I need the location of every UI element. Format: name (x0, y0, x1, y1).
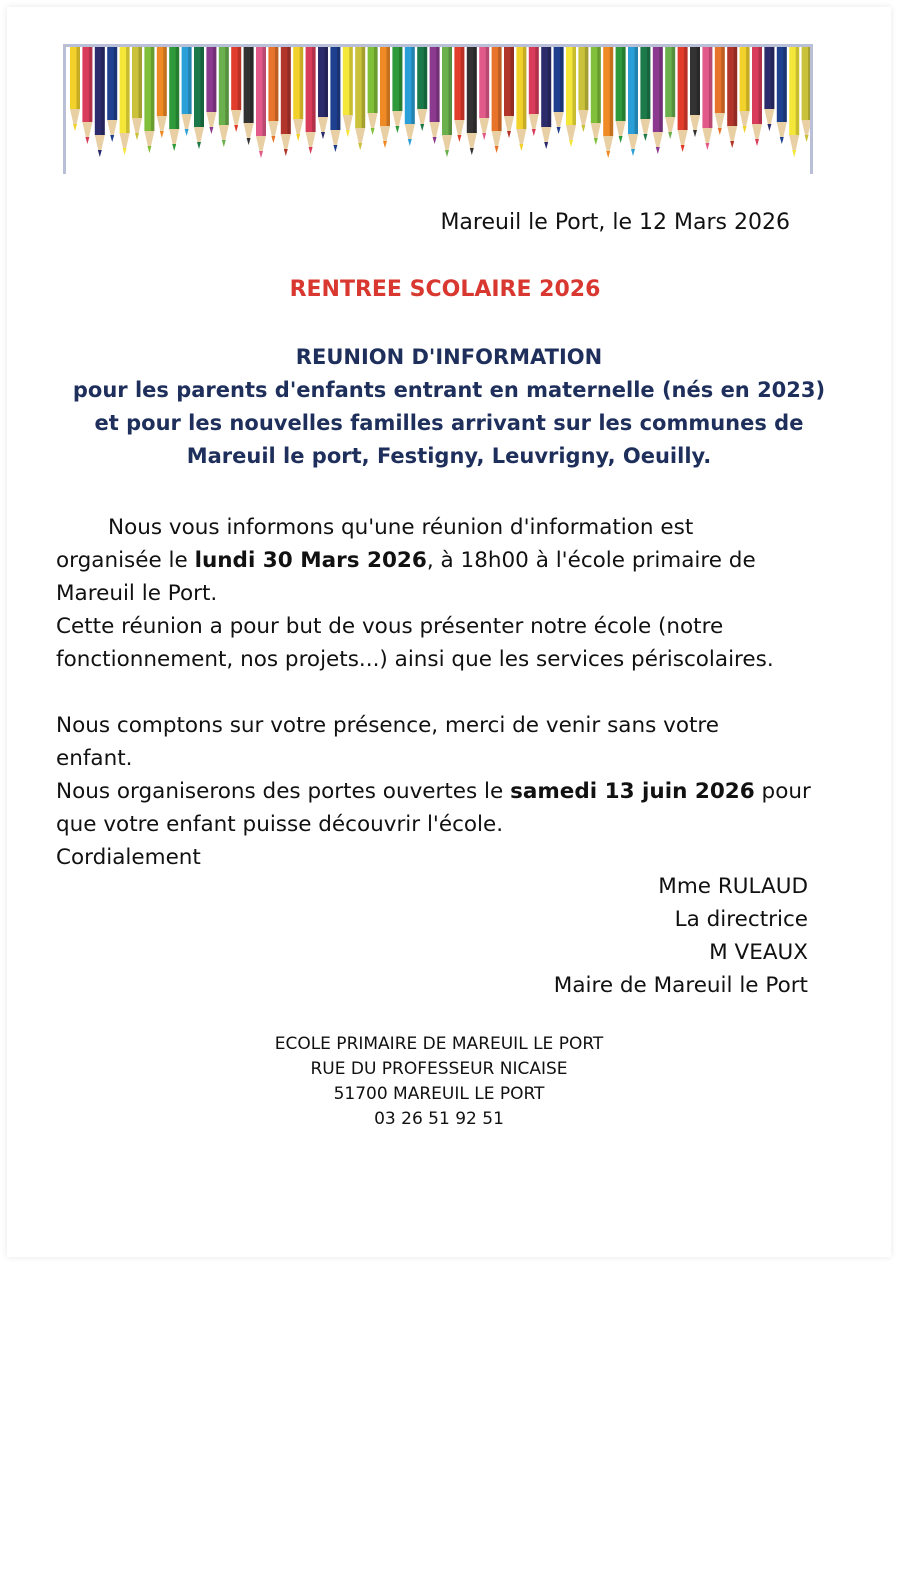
pencil-icon (392, 47, 402, 133)
meeting-date: lundi 30 Mars 2026 (194, 548, 427, 573)
address-line: 51700 MAREUIL LE PORT (333, 1084, 545, 1104)
pencil-icon (368, 47, 378, 135)
pencil-icon (715, 47, 725, 135)
pencil-icon (405, 47, 415, 146)
pencil-icon (628, 47, 638, 156)
pencil-icon (665, 47, 675, 139)
body-line (56, 775, 856, 808)
signature-line: La directrice (674, 907, 808, 932)
pencil-icon (70, 47, 80, 131)
pencil-icon (690, 47, 700, 137)
pencil-icon (603, 47, 613, 158)
pencil-icon (740, 47, 750, 133)
pencil-icon (529, 47, 539, 136)
pencil-icon (318, 47, 328, 139)
open-day-date: samedi 13 juin 2026 (510, 779, 755, 804)
pencil-icon (355, 47, 365, 150)
pencil-icon (268, 47, 278, 143)
pencil-icon (219, 47, 229, 147)
pencil-icon (144, 47, 154, 153)
body-line: enfant. (56, 746, 133, 771)
body-line: que votre enfant puisse découvrir l'école. (56, 812, 504, 837)
body-line: Mareuil le Port. (56, 581, 218, 606)
letter-body (56, 511, 856, 874)
meeting-heading (7, 341, 891, 473)
pencil-icon (430, 47, 440, 144)
phone-number: 03 26 51 92 51 (374, 1109, 504, 1129)
pencil-icon (380, 47, 390, 148)
heading-line: et pour les nouvelles familles arrivant sur les communes de (94, 411, 804, 435)
pencil-icon (678, 47, 688, 152)
pencil-icon (789, 47, 799, 157)
pencil-icon (777, 47, 787, 144)
address-line: ECOLE PRIMAIRE DE MAREUIL LE PORT (274, 1034, 604, 1054)
pencil-icon (591, 47, 601, 145)
heading-line: pour les parents d'enfants entrant en maternelle (nés en 2023) (72, 378, 826, 402)
body-text: pour (754, 779, 811, 804)
body-line: Cette réunion a pour but de vous présenter notre école (notre (56, 614, 724, 639)
pencil-icon (442, 47, 452, 157)
pencil-icon (566, 47, 576, 147)
heading-line: Mareuil le port, Festigny, Leuvrigny, Oeuilly. (186, 444, 712, 468)
pencil-icon (454, 47, 464, 142)
pencil-icon (802, 47, 810, 142)
pencil-icon (281, 47, 291, 156)
pencil-icon (727, 47, 737, 148)
pencil-icon (132, 47, 142, 140)
title-text: RENTREE SCOLAIRE 2026 (289, 277, 601, 302)
pencil-icon (194, 47, 204, 149)
address-line: RUE DU PROFESSEUR NICAISE (310, 1059, 568, 1079)
signature-line: M VEAUX (709, 940, 808, 965)
school-address (7, 1032, 871, 1132)
pencil-icon (206, 47, 216, 134)
pencil-icon (479, 47, 489, 140)
pencil-icon (244, 47, 254, 145)
body-text: Nous organiserons des portes ouvertes le (56, 779, 511, 804)
pencil-icon (764, 47, 774, 131)
pencil-icon (120, 47, 130, 155)
pencil-icon (554, 47, 564, 134)
signature-line: Maire de Mareuil le Port (553, 973, 808, 998)
closing: Cordialement (56, 845, 201, 870)
pencil-icon (330, 47, 340, 152)
signature-block (554, 870, 808, 1002)
pencil-icon (306, 47, 316, 154)
pencil-icon (541, 47, 551, 149)
pencil-icon (516, 47, 526, 151)
body-line: Nous vous informons qu'une réunion d'information est (108, 515, 694, 540)
pencil-icon (578, 47, 588, 132)
pencil-icon (157, 47, 167, 138)
pencil-icon (492, 47, 502, 153)
pencil-icon (467, 47, 477, 155)
colored-pencils-icon (66, 47, 810, 174)
pencil-icon (82, 47, 92, 144)
pencil-icon (169, 47, 179, 151)
body-line: fonctionnement, nos projets...) ainsi que les services périscolaires. (56, 647, 774, 672)
body-text: , à 18h00 à l'école primaire de (426, 548, 756, 573)
pencil-icon (702, 47, 712, 150)
colored-pencils-banner (63, 44, 813, 174)
signature-line: Mme RULAUD (658, 874, 808, 899)
body-text: organisée le (56, 548, 195, 573)
pencil-icon (752, 47, 762, 146)
page-title (7, 277, 891, 302)
pencil-icon (616, 47, 626, 143)
pencil-icon (256, 47, 266, 158)
pencil-icon (231, 47, 241, 132)
body-line (56, 544, 856, 577)
pencil-icon (293, 47, 303, 141)
pencil-icon (653, 47, 663, 154)
body-line: Nous comptons sur votre présence, merci de venir sans votre (56, 713, 720, 738)
date-line: Mareuil le Port, le 12 Mars 2026 (440, 210, 790, 235)
letter-page (7, 7, 891, 1257)
heading-line: REUNION D'INFORMATION (295, 345, 603, 369)
pencil-icon (640, 47, 650, 141)
pencil-icon (343, 47, 353, 137)
pencil-icon (504, 47, 514, 138)
pencil-icon (182, 47, 192, 136)
pencil-icon (107, 47, 117, 142)
pencil-icon (417, 47, 427, 131)
pencil-icon (95, 47, 105, 157)
